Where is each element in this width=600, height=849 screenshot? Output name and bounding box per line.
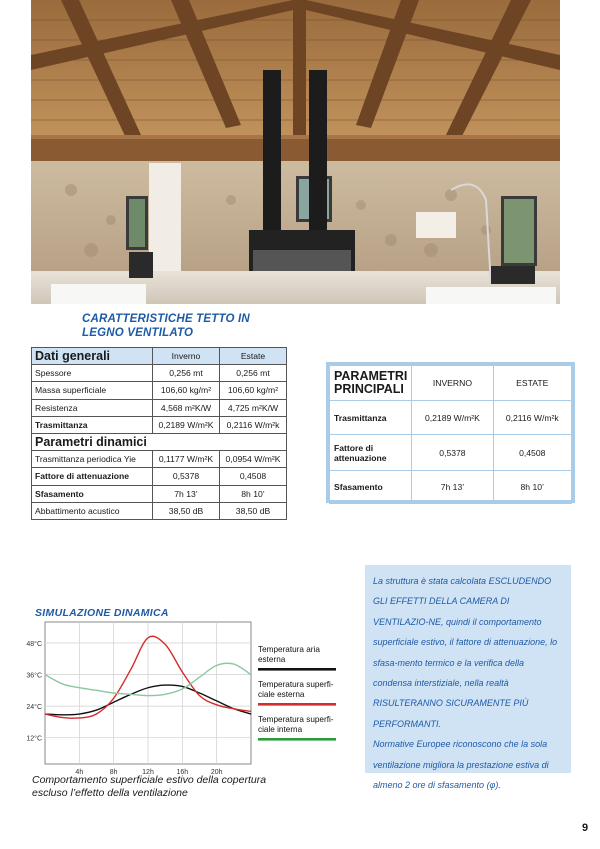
y-axis-ticks (26, 640, 42, 743)
row-value-winter: 0,256 mt (153, 365, 220, 382)
row-value-winter: 0,2189 W/m²K (153, 416, 220, 433)
row-value-winter: 7h 13’ (412, 471, 493, 504)
row-value-summer: 0,2116 W/m²k (220, 416, 287, 433)
table-row (330, 471, 572, 504)
y-tick-label: 12°C (26, 735, 42, 743)
column-winter: Inverno (153, 348, 220, 365)
y-tick-label: 48°C (26, 641, 42, 649)
table-row (330, 435, 572, 471)
row-label-line1: Fattore di (334, 442, 374, 453)
row-label: Resistenza (32, 399, 153, 416)
legend-swatch-air-external (258, 668, 336, 671)
x-tick-label: 16h (176, 769, 189, 776)
row-value-summer: 8h 10’ (493, 471, 572, 504)
dynamic-simulation-chart (23, 617, 343, 777)
row-label: Trasmittanza periodica Yie (32, 451, 153, 468)
row-value-winter: 106,60 kg/m² (153, 382, 220, 399)
chart-caption: Comportamento superficiale estivo della copertura escluso l’effetto della ventilazione (32, 774, 267, 799)
row-value-summer: 38,50 dB (220, 502, 287, 519)
row-value-summer: 4,725 m²K/W (220, 399, 287, 416)
y-tick-label: 36°C (26, 672, 42, 680)
table-row (330, 401, 572, 435)
page-number: 9 (582, 822, 589, 834)
row-label: Trasmittanza (32, 416, 153, 433)
row-label: Sfasamento (32, 485, 153, 502)
y-tick-label: 24°C (26, 704, 42, 712)
simulation-title: SIMULAZIONE DINAMICA (35, 607, 169, 619)
table-subheader-row (32, 433, 287, 450)
legend-label-surface-external: Temperatura superfi- (258, 680, 334, 689)
x-tick-label: 12h (142, 769, 154, 776)
general-data-table (31, 347, 287, 520)
x-tick-label: 8h (109, 769, 118, 776)
main-parameters-box (326, 362, 575, 503)
row-value-summer: 0,0954 W/m²K (220, 451, 287, 468)
legend-label-air-external-2: esterna (258, 655, 286, 664)
row-value-winter: 38,50 dB (153, 502, 220, 519)
row-value-winter: 0,5378 (153, 468, 220, 485)
column-summer: Estate (220, 348, 287, 365)
row-value-winter: 7h 13’ (153, 485, 220, 502)
note-paragraph-2: Normative Europee riconoscono che la sola ventilazione migliora la prestazione estiva di almeno 2 ore di sfasamento (φ). (373, 739, 549, 791)
row-label (330, 435, 412, 471)
row-value-summer: 0,2116 W/m²k (493, 401, 572, 435)
attic-photo-illustration (31, 0, 560, 304)
legend-label-surface-external-2: ciale esterna (258, 690, 305, 699)
legend-swatch-surface-internal (258, 738, 336, 741)
legend-swatch-surface-external (258, 703, 336, 706)
table-row (32, 382, 287, 399)
column-winter: INVERNO (412, 366, 493, 401)
ventilation-note-box (365, 565, 571, 791)
row-label: Abbattimento acustico (32, 502, 153, 519)
table-row (32, 502, 287, 519)
row-label: Spessore (32, 365, 153, 382)
heading-line2: PRINCIPALI (334, 382, 404, 396)
main-parameters-heading (330, 366, 412, 401)
row-value-summer: 0,4508 (493, 435, 572, 471)
x-tick-label: 20h (210, 769, 223, 776)
row-value-winter: 0,2189 W/m²K (412, 401, 493, 435)
legend-label-air-external: Temperatura aria (258, 645, 320, 654)
row-label: Fattore di attenuazione (32, 468, 153, 485)
row-value-winter: 4,568 m²K/W (153, 399, 220, 416)
table-row (32, 451, 287, 468)
row-value-winter: 0,1177 W/m²K (153, 451, 220, 468)
row-value-summer: 0,256 mt (220, 365, 287, 382)
chart-legend (258, 645, 336, 741)
row-value-summer: 8h 10’ (220, 485, 287, 502)
row-label: Massa superficiale (32, 382, 153, 399)
table-row (32, 468, 287, 485)
row-value-summer: 106,60 kg/m² (220, 382, 287, 399)
heading-line1: PARAMETRI (334, 369, 408, 383)
roof-title-line1: CARATTERISTICHE TETTO IN (82, 313, 250, 325)
table-header-row (32, 348, 287, 365)
legend-label-surface-internal: Temperatura superfi- (258, 715, 334, 724)
row-label: Trasmittanza (330, 401, 412, 435)
row-value-summer: 0,4508 (220, 468, 287, 485)
row-value-winter: 0,5378 (412, 435, 493, 471)
attic-interior-photo (31, 0, 560, 304)
roof-section-title (82, 312, 250, 340)
roof-title-line2: LEGNO VENTILATO (82, 327, 194, 339)
table-header-row (330, 366, 572, 401)
legend-label-surface-internal-2: ciale interna (258, 725, 303, 734)
column-summer: ESTATE (493, 366, 572, 401)
general-data-heading: Dati generali (32, 348, 153, 365)
table-row (32, 365, 287, 382)
table-row (32, 399, 287, 416)
table-row (32, 416, 287, 433)
table-row (32, 485, 287, 502)
row-label-line2: attenuazione (334, 452, 387, 463)
dynamic-params-heading: Parametri dinamici (32, 433, 287, 450)
note-paragraph-1: La struttura è stata calcolata ESCLUDENDO GLI EFFETTI DELLA CAMERA DI VENTILAZIO-NE, quindi il comportamento superficiale estivo, il fattore di attenuazione, lo sfasa-mento termico e la verifica della condensa interstiziale, nella realtà RISULTERANNO SICURAMENTE PIÙ PERFORMANTI. (373, 576, 558, 729)
row-label: Sfasamento (330, 471, 412, 504)
x-tick-label: 4h (75, 769, 84, 776)
main-parameters-table (329, 365, 572, 504)
